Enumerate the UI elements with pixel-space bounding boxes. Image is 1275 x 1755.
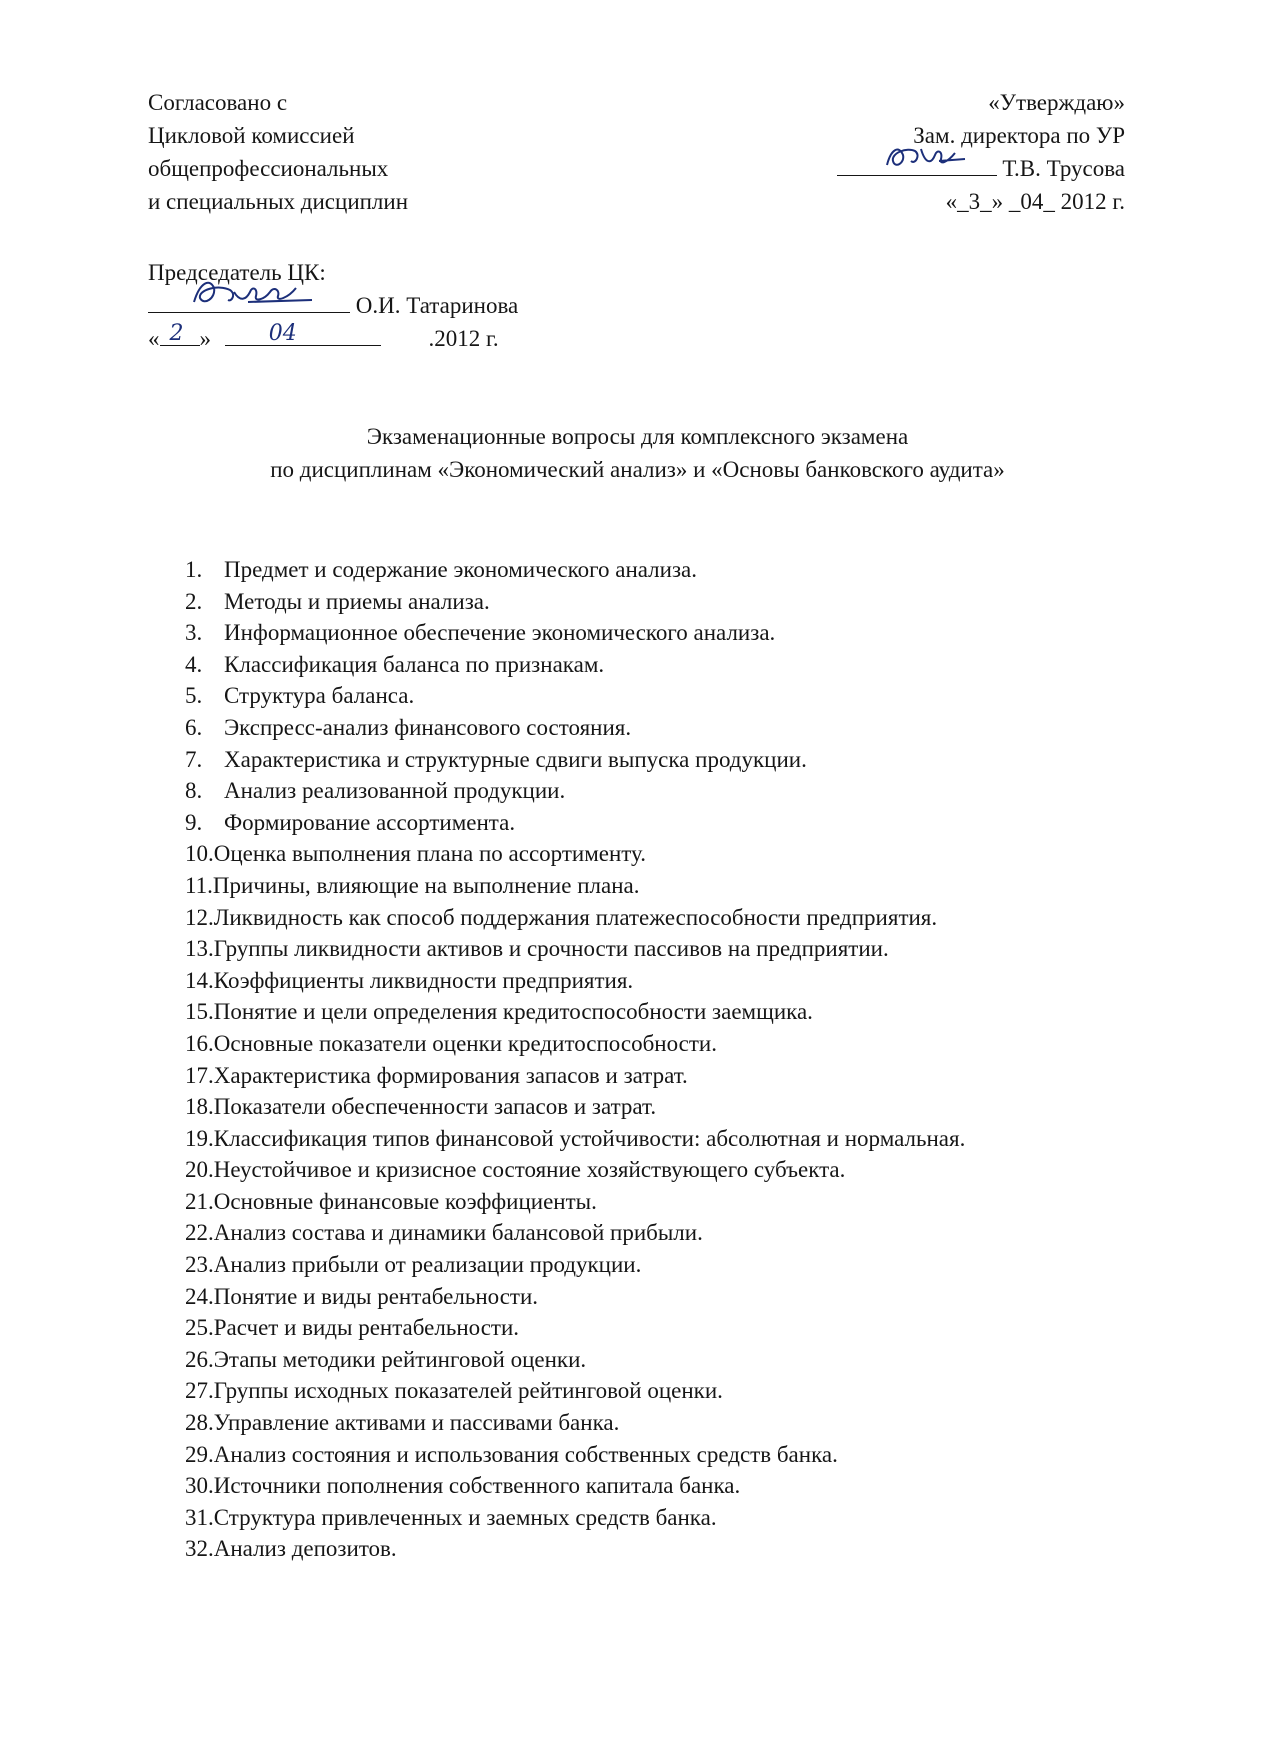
chair-date-quote-close: » (199, 326, 211, 351)
question-item (185, 744, 965, 776)
question-number: 9. (185, 809, 203, 835)
chair-date-month-blank (225, 323, 381, 346)
question-number: 25. (185, 1315, 214, 1341)
question-item (185, 1060, 965, 1092)
question-text: Предмет и содержание экономического анализа. (224, 557, 698, 582)
approver-signature-line (837, 152, 1125, 185)
question-number: 26. (185, 1346, 214, 1372)
question-number: 28. (185, 1410, 214, 1436)
question-text: Группы исходных показателей рейтинговой оценки. (213, 1378, 723, 1404)
question-text: Характеристика формирования запасов и затрат. (213, 1062, 688, 1088)
question-item (185, 933, 965, 965)
question-item (185, 1028, 965, 1060)
question-text: Этапы методики рейтинговой оценки. (213, 1346, 587, 1372)
question-text: Понятие и виды рентабельности. (213, 1283, 539, 1309)
question-item (185, 712, 965, 744)
chair-signature-blank (148, 290, 350, 313)
question-text: Структура баланса. (224, 683, 415, 709)
question-number: 6. (185, 714, 203, 740)
approval-label: «Утверждаю» (988, 90, 1125, 115)
handwritten-signature-tatarinova (188, 272, 318, 312)
question-number: 19. (185, 1125, 214, 1151)
question-text: Анализ прибыли от реализации продукции. (213, 1252, 642, 1278)
question-number: 20. (185, 1157, 214, 1183)
approver-name: Т.В. Трусова (1002, 156, 1125, 181)
question-number: 2. (185, 588, 203, 614)
question-text: Неустойчивое и кризисное состояние хозяйствующего субъекта. (213, 1157, 846, 1183)
question-text: Причины, влияющие на выполнение плана. (212, 872, 640, 898)
agreement-line-4: и специальных дисциплин (148, 189, 409, 214)
question-number: 21. (185, 1188, 214, 1214)
question-text: Анализ депозитов. (213, 1536, 397, 1562)
question-text: Экспресс-анализ финансового состояния. (224, 714, 632, 740)
question-text: Коэффициенты ликвидности предприятия. (213, 967, 634, 993)
question-item (185, 1407, 965, 1439)
chair-date-day: 2 (169, 321, 184, 346)
chair-block (148, 256, 518, 355)
approval-date: «_3_» _04_ 2012 г. (945, 189, 1125, 214)
question-number: 13. (185, 936, 214, 962)
question-text: Показатели обеспеченности запасов и затрат. (213, 1094, 657, 1120)
question-number: 1. (185, 557, 203, 582)
question-text: Источники пополнения собственного капитала банка. (213, 1473, 741, 1499)
document-title-line-1: Экзаменационные вопросы для комплексного экзамена (366, 424, 909, 449)
question-item (185, 838, 965, 870)
chair-date-line (148, 322, 518, 355)
question-number: 11. (185, 872, 213, 898)
chair-title: Председатель ЦК: (148, 260, 326, 285)
question-number: 16. (185, 1030, 214, 1056)
question-number: 3. (185, 620, 203, 646)
question-number: 18. (185, 1094, 214, 1120)
question-item (185, 1470, 965, 1502)
question-item (185, 996, 965, 1028)
question-text: Управление активами и пассивами банка. (213, 1410, 620, 1436)
question-number: 15. (185, 999, 214, 1025)
question-item (185, 1533, 965, 1565)
question-number: 23. (185, 1252, 214, 1278)
question-item (185, 1312, 965, 1344)
question-item (185, 775, 965, 807)
question-item (185, 1375, 965, 1407)
question-item (185, 649, 965, 681)
question-text: Группы ликвидности активов и срочности пассивов на предприятии. (213, 936, 889, 962)
question-number: 24. (185, 1283, 214, 1309)
question-item (185, 680, 965, 712)
question-number: 5. (185, 683, 203, 709)
question-text: Понятие и цели определения кредитоспособности заемщика. (213, 999, 813, 1025)
chair-date-quote-open: « (148, 326, 160, 351)
question-item (185, 965, 965, 997)
question-item (185, 1091, 965, 1123)
question-text: Информационное обеспечение экономического анализа. (224, 620, 776, 646)
question-item (185, 1186, 965, 1218)
question-number: 31. (185, 1504, 214, 1530)
question-text: Ликвидность как способ поддержания платежеспособности предприятия. (213, 904, 938, 930)
question-number: 12. (185, 904, 214, 930)
question-number: 29. (185, 1441, 214, 1467)
signature-blank (837, 153, 997, 176)
chair-name: О.И. Татаринова (355, 293, 519, 318)
exam-questions-list (185, 554, 965, 1565)
question-text: Оценка выполнения плана по ассортименту. (213, 841, 646, 867)
question-text: Анализ состава и динамики балансовой прибыли. (213, 1220, 703, 1246)
handwritten-signature-trusova (881, 141, 971, 175)
question-text: Анализ реализованной продукции. (224, 778, 566, 804)
question-item (185, 1439, 965, 1471)
question-number: 10. (185, 841, 214, 867)
question-item (185, 870, 965, 902)
question-number: 4. (185, 651, 203, 677)
question-number: 30. (185, 1473, 214, 1499)
document-title (0, 420, 1275, 486)
question-number: 8. (185, 778, 203, 804)
question-text: Основные показатели оценки кредитоспособности. (213, 1030, 717, 1056)
question-text: Расчет и виды рентабельности. (213, 1315, 520, 1341)
question-item (185, 617, 965, 649)
question-text: Структура привлеченных и заемных средств банка. (213, 1504, 717, 1530)
question-item (185, 554, 965, 586)
question-text: Основные финансовые коэффициенты. (213, 1188, 597, 1214)
question-item (185, 902, 965, 934)
chair-date-day-blank (160, 323, 200, 346)
approval-block (837, 86, 1125, 218)
document-title-line-2: по дисциплинам «Экономический анализ» и «Основы банковского аудита» (270, 457, 1005, 482)
question-text: Классификация баланса по признакам. (224, 651, 605, 677)
question-number: 14. (185, 967, 214, 993)
question-number: 7. (185, 746, 203, 772)
question-item (185, 1502, 965, 1534)
question-number: 22. (185, 1220, 214, 1246)
question-text: Характеристика и структурные сдвиги выпуска продукции. (224, 746, 807, 772)
agreement-line-1: Согласовано с (148, 90, 288, 115)
question-number: 27. (185, 1378, 214, 1404)
question-text: Классификация типов финансовой устойчивости: абсолютная и нормальная. (213, 1125, 966, 1151)
agreement-block (148, 86, 408, 218)
chair-signature-line (148, 289, 518, 322)
question-text: Анализ состояния и использования собственных средств банка. (213, 1441, 838, 1467)
question-text: Методы и приемы анализа. (224, 588, 490, 614)
chair-date-year: .2012 г. (428, 326, 499, 351)
question-item (185, 1217, 965, 1249)
chair-date-month: 04 (268, 321, 297, 346)
approver-position: Зам. директора по УР (913, 123, 1125, 148)
question-item (185, 1281, 965, 1313)
agreement-line-3: общепрофессиональных (148, 156, 389, 181)
agreement-line-2: Цикловой комиссией (148, 123, 355, 148)
question-item (185, 1154, 965, 1186)
question-number: 17. (185, 1062, 214, 1088)
question-item (185, 1344, 965, 1376)
question-item (185, 1123, 965, 1155)
question-text: Формирование ассортимента. (224, 809, 516, 835)
question-item (185, 807, 965, 839)
question-item (185, 1249, 965, 1281)
question-item (185, 586, 965, 618)
question-number: 32. (185, 1536, 214, 1562)
